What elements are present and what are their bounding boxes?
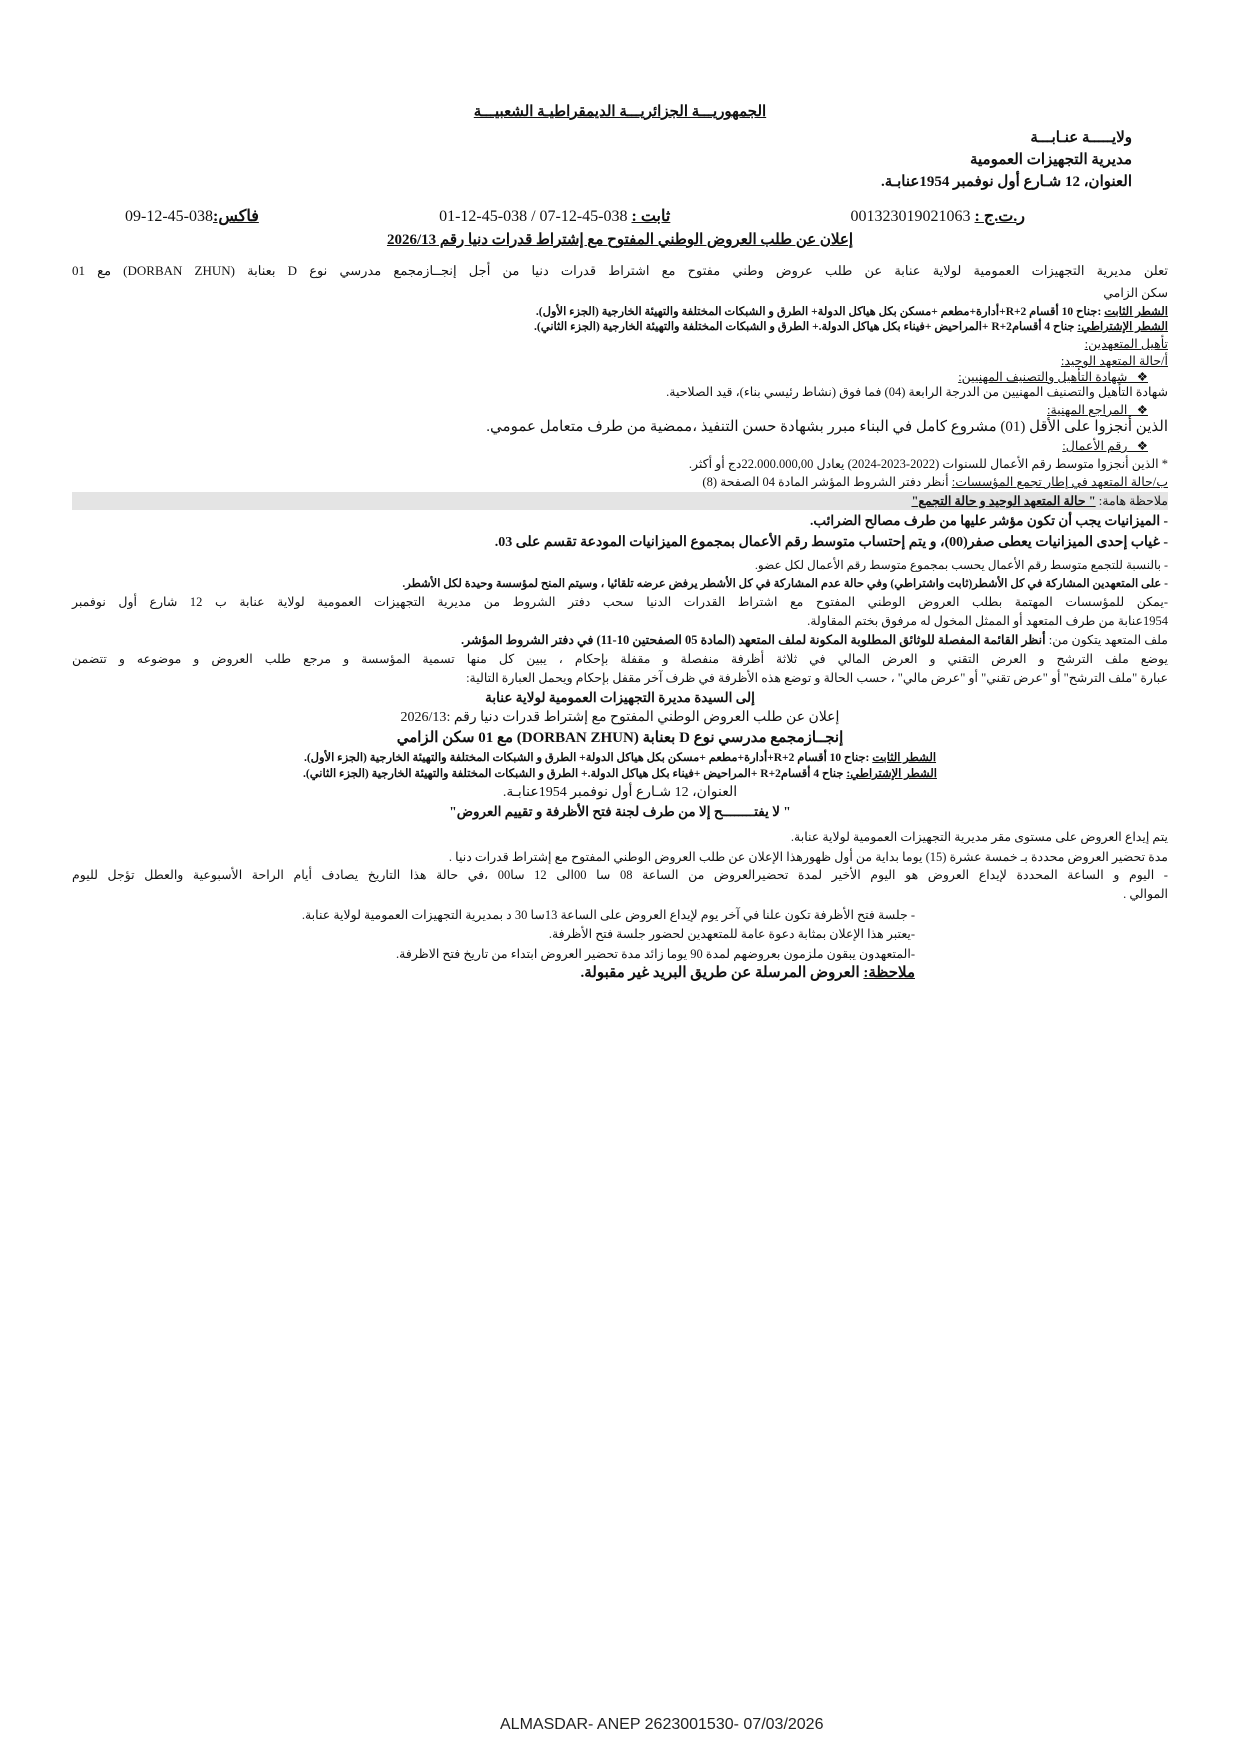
conditional-tranche-text: جناح 4 أقسامR+2 +المراحيض +فيناء بكل هياكل الدولة.+ الطرق و الشبكات المختلفة والتهيئة الخارجية (الجزء الثاني). bbox=[534, 321, 1075, 333]
contact-row bbox=[125, 206, 1025, 226]
bidder-file-label: ملف المتعهد يتكون من: bbox=[1048, 633, 1168, 647]
envelope-warning: " لا يفتــــــــح إلا من طرف لجنة فتح الأظرفة و تقييم العروض" bbox=[449, 804, 791, 819]
preparation-duration: مدة تحضير العروض محددة بـ خمسة عشرة (15) يوما بداية من أول ظهورهذا الإعلان عن طلب العروض الوطني المفتوح مع إشتراط قدرات دنيا . bbox=[448, 850, 1168, 864]
announcement-title: إعلان عن طلب العروض الوطني المفتوح مع إشتراط قدرات دنيا رقم 2026/13 bbox=[386, 232, 854, 248]
envelope-address: العنوان، 12 شـارع أول نوفمبر 1954عنابـة. bbox=[502, 785, 738, 800]
wilaya-name: ولايـــــة عنـابـــة bbox=[1030, 130, 1132, 146]
turnover-heading-text: رقم الأعمال: bbox=[1062, 439, 1128, 453]
fixed-tranche-label: الشطر الثابت bbox=[1104, 306, 1168, 318]
envelope-addressee: إلى السيدة مديرة التجهيزات العمومية لولاية عنابة bbox=[485, 690, 755, 705]
bidder-file bbox=[72, 631, 1168, 649]
withdraw-text: -يمكن للمؤسسات المهتمة بطلب العروض الوطني المفتوح مع اشتراط القدرات الدنيا سحب دفتر الشروط من مديرية التجهيزات العمومية لولاية عنابة ب 12 شارع أول نوفمبر bbox=[72, 595, 1168, 609]
references-heading bbox=[72, 401, 1148, 419]
references-heading-text: المراجع المهنية: bbox=[1047, 403, 1128, 417]
directorate-name: مديرية التجهيزات العمومية bbox=[969, 152, 1132, 168]
important-note-label: ملاحظة هامة: bbox=[1098, 494, 1168, 508]
envelope-instructions-cont: عبارة "ملف الترشح" أو "عرض تقني" أو "عرض مالي" ، حسب الحالة و توضع هذه الأظرفة في ظرف آخر مقفل بإحكام ويحمل العبارة التالية: bbox=[466, 671, 1168, 685]
single-bidder-heading: أ/حالة المتعهد الوحيد: bbox=[1060, 354, 1168, 368]
important-note bbox=[72, 492, 1168, 510]
certificate-heading-text: شهادة التأهيل والتصنيف المهنيين: bbox=[958, 370, 1128, 384]
bidder-file-text: أنظر القائمة المفصلة للوثائق المطلوبة المكونة لملف المتعهد (المادة 05 الصفحتين 10-11) في دفتر الشروط المؤشر. bbox=[461, 633, 1046, 647]
turnover-heading bbox=[72, 437, 1148, 455]
group-bidder-text: أنظر دفتر الشروط المؤشر المادة 04 الصفحة (8) bbox=[702, 475, 949, 489]
republic-heading: الجمهوريـــة الجزائريـــة الديمقراطيـة الشعبيـــة bbox=[473, 104, 767, 120]
bullet-item: - بالنسبة للتجمع متوسط رقم الأعمال يحسب بمجموع متوسط رقم الأعمال لكل عضو. bbox=[754, 558, 1168, 572]
deposit-location: يتم إيداع العروض على مستوى مقر مديرية التجهيزات العمومية لولاية عنابة. bbox=[790, 830, 1168, 844]
fax-info bbox=[125, 206, 259, 226]
offer-validity: -المتعهدون يبقون ملزمون بعروضهم لمدة 90 يوما زائد مدة تحضير العروض ابتداء من تاريخ فتح الاظرفة. bbox=[396, 947, 915, 961]
diamond-bullet-icon: ❖ bbox=[1127, 403, 1148, 417]
phone-info bbox=[439, 206, 670, 226]
certificate-text: شهادة التأهيل والتصنيف المهنيين من الدرجة الرابعة (04) فما فوق (نشاط رئيسي بناء)، قيد الصلاحية. bbox=[666, 385, 1168, 399]
closing-note bbox=[72, 964, 915, 982]
diamond-bullet-icon: ❖ bbox=[1127, 370, 1148, 384]
bullet-item: - على المتعهدين المشاركة في كل الأشطر(ثابت واشتراطي) وفي حالة عدم المشاركة في كل الأشطر يرفض عرضه تلقائيا ، وسيتم المنح لمؤسسة وحيدة لكل الأشطر. bbox=[402, 578, 1168, 590]
turnover-text: * الذين أنجزوا متوسط رقم الأعمال للسنوات (2022-2023-2024) يعادل 22.000.000,00دج أو أكثر. bbox=[688, 457, 1168, 471]
intro-continuation: سكن الزامي bbox=[1103, 286, 1168, 300]
group-bidder-label: ب/حالة المتعهد في إطار تجمع المؤسسات: bbox=[951, 475, 1168, 489]
closing-note-text: العروض المرسلة عن طريق البريد غير مقبولة. bbox=[580, 965, 860, 981]
deposit-deadline-cont: الموالي . bbox=[1123, 887, 1168, 901]
publication-footer: ALMASDAR- ANEP 2623001530- 07/03/2026 bbox=[500, 1716, 824, 1733]
phone-label: ثابت : bbox=[631, 208, 671, 225]
group-bidder bbox=[72, 473, 1168, 491]
important-note-text: " حالة المتعهد الوحيد و حالة التجمع" bbox=[911, 494, 1096, 508]
fax-label: فاكس: bbox=[212, 208, 259, 225]
qualification-heading: تأهيل المتعهدين: bbox=[1084, 337, 1168, 351]
envelope-reference: إعلان عن طلب العروض الوطني المفتوح مع إشتراط قدرات دنيا رقم :2026/13 bbox=[400, 710, 840, 725]
phone-value: 038-45-12-07 / 038-45-12-01 bbox=[439, 208, 628, 225]
references-text: الذين أنجزوا على الأقل (01) مشروع كامل في البناء مبرر بشهادة حسن التنفيذ ،ممضية من طرف متعامل عمومي. bbox=[486, 419, 1168, 435]
bullet-item: - الميزانيات يجب أن تكون مؤشر عليها من طرف مصالح الضرائب. bbox=[810, 513, 1168, 528]
withdraw-text-cont: 1954عنابة من طرف المتعهد أو الممثل المخول له مرفوق بختم المقاولة. bbox=[807, 614, 1168, 628]
envelope-instructions: يوضع ملف الترشح و العرض التقني و العرض المالي في ثلاثة أظرفة منفصلة و مقفلة بإحكام ، يبين كل منها تسمية المؤسسة و مرجع طلب العروض و موضوعه و تتضمن bbox=[72, 652, 1168, 666]
address: العنوان، 12 شـارع أول نوفمبر 1954عنابـة. bbox=[880, 174, 1132, 190]
conditional-tranche-label: الشطر الإشتراطي: bbox=[1077, 321, 1168, 333]
envelope-fixed-text: :جناح 10 أقسام R+2+أدارة+مطعم +مسكن بكل هياكل الدولة+ الطرق و الشبكات المختلفة والتهيئة الخارجية (الجزء الأول). bbox=[303, 752, 870, 764]
envelope-conditional-tranche bbox=[72, 765, 1168, 783]
envelope-conditional-text: جناح 4 أقسامR+2 +المراحيض +فيناء بكل هياكل الدولة.+ الطرق و الشبكات المختلفة والتهيئة الخارجية (الجزء الثاني). bbox=[303, 768, 844, 780]
diamond-bullet-icon: ❖ bbox=[1127, 439, 1148, 453]
conditional-tranche bbox=[72, 318, 1168, 336]
rtj-label: ر.ت.ج : bbox=[974, 208, 1025, 225]
rtj-value: 001323019021063 bbox=[850, 208, 971, 225]
rtj-info bbox=[851, 206, 1025, 226]
envelope-fixed-label: الشطر الثابت bbox=[872, 752, 937, 764]
fax-value: 038-45-12-09 bbox=[125, 208, 213, 225]
closing-note-label: ملاحظة: bbox=[863, 965, 915, 981]
public-invitation: -يعتبر هذا الإعلان بمثابة دعوة عامة للمتعهدين لحضور جلسة فتح الأظرفة. bbox=[548, 927, 915, 941]
opening-session: - جلسة فتح الأظرفة تكون علنا في آخر يوم لإيداع العروض على الساعة 13سا 30 د بمديرية التجهيزات العمومية لولاية عنابة. bbox=[301, 908, 915, 922]
fixed-tranche-text: :جناح 10 أقسام R+2+أدارة+مطعم +مسكن بكل هياكل الدولة+ الطرق و الشبكات المختلفة والتهيئة الخارجية (الجزء الأول). bbox=[535, 306, 1102, 318]
deposit-deadline: - اليوم و الساعة المحددة لإيداع العروض هو اليوم الأخير لمدة تحضيرالعروض من الساعة 08 سا 00الى 12 سا00 ،في حالة هذا التاريخ يصادف أيام الراحة الأسبوعية والعطل تؤجل لليوم bbox=[72, 868, 1168, 882]
intro-text: تعلن مديرية التجهيزات العمومية لولاية عنابة عن طلب عروض وطني مفتوح مع اشتراط قدرات دنيا من أجل إنجــازمجمع مدرسي نوع D بعنابة (DORBAN ZHUN) مع 01 bbox=[72, 263, 1168, 278]
bullet-item: - غياب إحدى الميزانيات يعطى صفر(00)، و يتم إحتساب متوسط رقم الأعمال بمجموع الميزانيات المودعة تقسم على 03. bbox=[494, 535, 1168, 550]
envelope-conditional-label: الشطر الإشتراطي: bbox=[846, 768, 937, 780]
envelope-project: إنجــازمجمع مدرسي نوع D بعنابة (DORBAN ZHUN) مع 01 سكن الزامي bbox=[396, 730, 844, 746]
